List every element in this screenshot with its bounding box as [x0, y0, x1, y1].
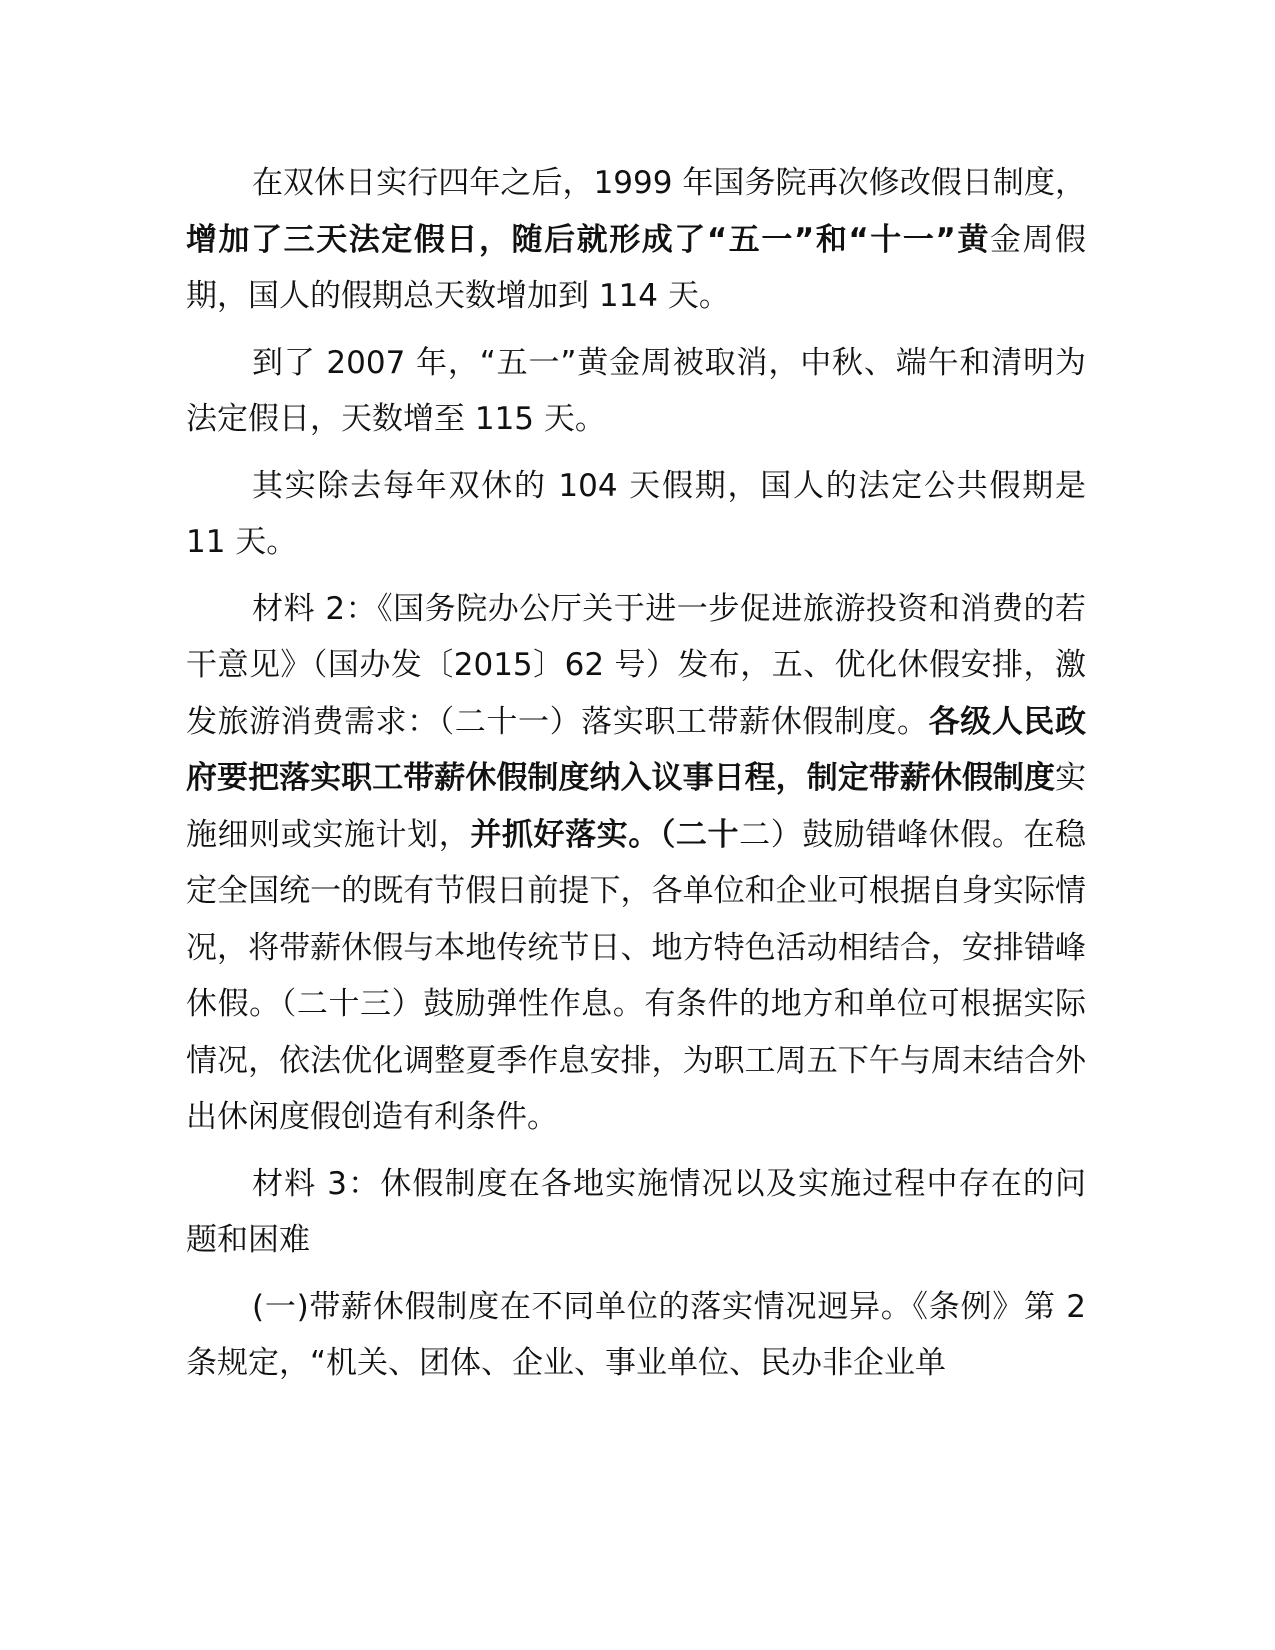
- paragraph-holiday-history: [186, 155, 1086, 325]
- bold-text-run: 各级人民政府要把落实职工带薪休假制度纳入议事日程，制定带薪休假制度: [186, 703, 1086, 796]
- paragraph-public-holidays: [186, 458, 1086, 571]
- text-run: (一)带薪休假制度在不同单位的落实情况迥异。《条例》第 2 条规定，“机关、团体、企业、事业单位、民办非企业单: [186, 1288, 1086, 1381]
- paragraph-material-3: [186, 1156, 1086, 1269]
- document-body: [186, 155, 1086, 1402]
- text-run: 在双休日实行四年之后，1999 年国务院再次修改假日制度，: [252, 165, 1086, 201]
- text-run: 到了 2007 年，“五一”黄金周被取消，中秋、端午和清明为法定假日，天数增至 115 天。: [186, 344, 1086, 437]
- bold-text-run: 并抓好落实。（二十: [470, 816, 740, 853]
- bold-text-run: 增加了三天法定假日，随后就形成了“五一”和“十一”黄: [186, 221, 990, 258]
- text-run: 实施细则或实施计划，: [186, 760, 1086, 853]
- text-run: 金周假期，国人的假期总天数增加到 114 天。: [186, 221, 1086, 314]
- text-run: 二）鼓励错峰休假。在稳定全国统一的既有节假日前提下，各单位和企业可根据自身实际情况，将带薪休假与本地传统节日、地方特色活动相结合，安排错峰休假。（二十三）鼓励弹性作息。有条件的地方和单位可根据实际情况，依法优化调整夏季作息安排，为职工周五下午与周末结合外出休闲度假创造有利条件。: [186, 816, 1087, 1135]
- text-run: 材料 3：休假制度在各地实施情况以及实施过程中存在的问题和困难: [186, 1165, 1086, 1258]
- paragraph-2007-change: [186, 335, 1086, 448]
- text-run: 其实除去每年双休的 104 天假期，国人的法定公共假期是 11 天。: [186, 467, 1086, 560]
- paragraph-section-one: [186, 1279, 1086, 1392]
- text-run: 材料 2：《国务院办公厅关于进一步促进旅游投资和消费的若干意见》（国办发〔2015〕62 号）发布，五、优化休假安排，激发旅游消费需求：（二十一）落实职工带薪休假制度。: [186, 590, 1086, 740]
- paragraph-material-2: [186, 581, 1086, 1146]
